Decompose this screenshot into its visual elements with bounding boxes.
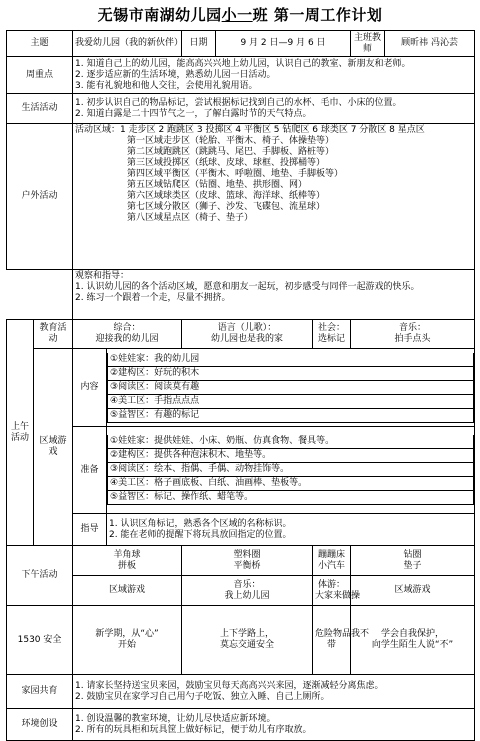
afternoon-item: 塑料圈 平衡桥: [182, 546, 313, 576]
safety-item: 学会自我保护， 向学生陌生人说“不”: [351, 606, 475, 675]
afternoon-item: 区域游戏: [73, 576, 182, 606]
afternoon-item: 羊角球 拼板: [73, 546, 182, 576]
edu-label: 教育活动: [34, 320, 73, 349]
list-item: ④美工区：手指点点点: [108, 394, 474, 408]
outdoor-label: 户外活动: [7, 124, 73, 270]
area-game-label: 区域游戏: [34, 349, 73, 546]
page-title: 无锡市南湖幼儿园小一班 第一周工作计划: [97, 6, 383, 24]
list-item: ⑤益智区：有趣的标记: [108, 408, 474, 422]
outdoor-content: 活动区域：1 走步区 2 跑跳区 3 投掷区 4 平衡区 5 钻爬区 6 球类区 7 分散区 8 星点区 第一区域走步区（轮胎、平衡木、椅子、体操垫等） 第二区域跑跳区（跳跳马、尾巴、手脚板、路桩等） 第三区域投掷区（纸球、皮球、球框、投掷桶等） 第四区域平衡区（平衡木、呼啦圈、地垫、手脚板等） 第五区域钻爬区（钻圈、地垫、拱形圈、网） 第六区域球类区（皮球、篮球、海洋球、纸棒等） 第七区域分散区（狮子、沙发、飞碟包、流星球） 第八区域星点区（椅子、垫子）: [73, 124, 475, 270]
weekly-focus-label: 周重点: [7, 57, 73, 94]
teacher-value: 顾昕祎 冯沁芸: [385, 31, 475, 57]
family-label: 家园共育: [7, 675, 73, 709]
afternoon-item: 区域游戏: [351, 576, 475, 606]
plan-table: [6, 30, 475, 741]
outdoor-observation: 观察和指导： 1. 认识幼儿园的各个活动区域，愿意和朋友一起玩，初步感受与同伴一起游戏的快乐。 2. 练习一个跟着一个走，尽量不拥挤。: [73, 270, 475, 320]
family-content: 1. 请家长坚持送宝贝来园，鼓励宝贝每天高高兴兴来园，逐渐减轻分离焦虑。 2. 鼓励宝贝在家学习自己用勺子吃饭、独立入睡、自己上厕所。: [73, 675, 475, 709]
list-item: ①娃娃家：我的幼儿园: [108, 353, 474, 367]
guide-label: 指导: [73, 514, 107, 546]
list-item: ①娃娃家：提供娃娃、小床、奶瓶、仿真食物、餐具等。: [108, 435, 474, 449]
edu-item: 社会： 选标记: [313, 320, 351, 349]
morning-label: 上午活动: [7, 320, 34, 546]
content-label: 内容: [73, 349, 107, 427]
prep-label: 准备: [73, 427, 107, 514]
env-label: 环境创设: [7, 709, 73, 741]
afternoon-item: 体游： 大家来做操: [313, 576, 351, 606]
weekly-focus-content: 1. 知道自己上的幼儿园，能高高兴兴地上幼儿园，认识自己的教室、新朋友和老师。 2. 逐步适应新的生活环境，熟悉幼儿园一日活动。 3. 能有礼貌地和他人交往，会使用礼貌用语。: [73, 57, 475, 94]
env-content: 1. 创设温馨的教室环境，让幼儿尽快适应新环境。 2. 所有的玩具柜和玩具筐上做好标记，便于幼儿有序取放。: [73, 709, 475, 741]
edu-item: 语言（儿歌）： 幼儿园也是我的家: [182, 320, 313, 349]
afternoon-label: 下午活动: [7, 546, 73, 606]
guide-content: 1. 认识区角标记，熟悉各个区域的名称标识。 2. 能在老师的提醒下将玩具放回指定的位置。: [107, 514, 475, 546]
list-item: ⑤益智区：标记、操作纸、蜡笔等。: [108, 491, 474, 505]
daily-life-content: 1. 初步认识自己的物品标记，尝试根据标记找到自己的水杯、毛巾、小床的位置。 2. 知道白露是二十四节气之一，了解白露时节的天气特点。: [73, 94, 475, 124]
class-name: 小一: [221, 6, 253, 24]
daily-life-label: 生活活动: [7, 94, 73, 124]
edu-item: 音乐： 拍手点头: [351, 320, 475, 349]
safety-item: 危险物品我不 带: [313, 606, 351, 675]
date-label: 日期: [182, 31, 216, 57]
afternoon-item: 钻圈 垫子: [351, 546, 475, 576]
list-item: ③阅读区：绘本、指偶、手偶、动物挂饰等。: [108, 463, 474, 477]
safety-item: 上下学路上， 莫忘交通安全: [182, 606, 313, 675]
list-item: ③阅读区：阅读莫有趣: [108, 380, 474, 394]
theme-label: 主题: [7, 31, 73, 57]
safety-label: 1530 安全: [7, 606, 73, 675]
content-list: [107, 349, 475, 427]
afternoon-item: 音乐： 我上幼儿园: [182, 576, 313, 606]
list-item: ④美工区：格子画底板、白纸、油画棒、垫板等。: [108, 477, 474, 491]
prep-list: [107, 427, 475, 514]
theme-value: 我爱幼儿园（我的新伙伴）: [73, 31, 182, 57]
date-value: 9 月 2 日—9 月 6 日: [216, 31, 351, 57]
list-item: ②建构区：好玩的积木: [108, 366, 474, 380]
edu-item: 综合： 迎接我的幼儿园: [73, 320, 182, 349]
afternoon-item: 蹦蹦床 小汽车: [313, 546, 351, 576]
teacher-label: 主班教师: [351, 31, 385, 57]
safety-item: 新学期，从“心” 开始: [73, 606, 182, 675]
list-item: ②建构区：提供各种泡沫积木、地垫等。: [108, 449, 474, 463]
